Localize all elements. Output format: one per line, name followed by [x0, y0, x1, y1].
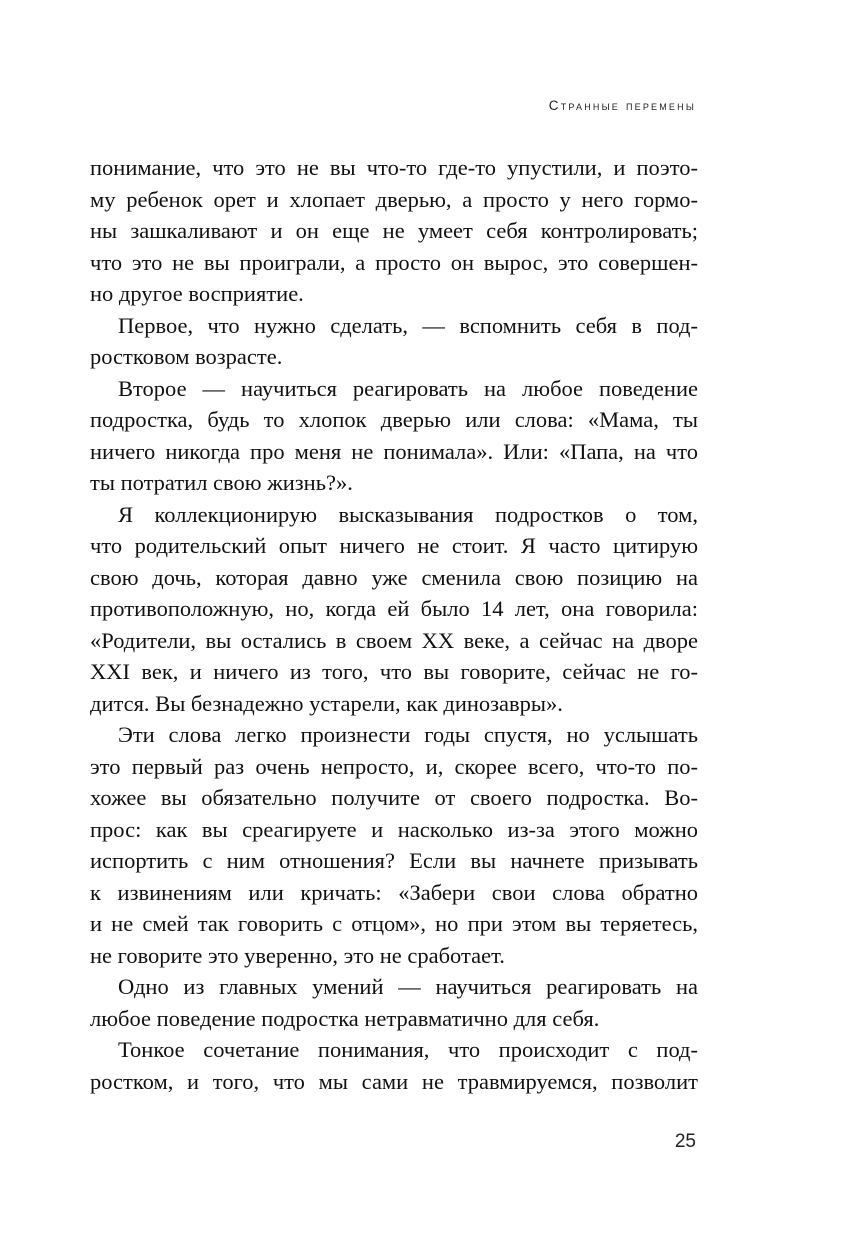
running-header [549, 98, 696, 113]
text-line: Первое, что нужно сделать, — вспомнить себя в под- [118, 312, 698, 338]
text-line: Одно из главных умений — научиться реагировать на [118, 974, 698, 999]
text-line: что родительский опыт ничего не стоит. Я часто цитирую [90, 533, 698, 558]
text-line: Тонкое сочетание понимания, что происходит с под- [118, 1037, 698, 1062]
text-line: противоположную, но, когда ей было 14 лет, она говорила: [90, 596, 698, 621]
text-line: хожее вы обязательно получите от своего подростка. Во- [90, 785, 698, 810]
text-line: любое поведение подростка нетравматично для себя. [90, 1005, 600, 1031]
text-line: свою дочь, которая давно уже сменила свою позицию на [90, 564, 698, 590]
text-line: ростком, и того, что мы сами не травмируемся, позволит [90, 1068, 698, 1094]
body-text [90, 152, 698, 1097]
text-line: прос: как вы среагируете и насколько из-за этого можно [90, 816, 698, 842]
text-line: ростковом возрасте. [90, 344, 283, 369]
text-line: ны зашкаливают и он еще не умеет себя контролировать; [90, 218, 698, 243]
page-number: 25 [674, 1131, 696, 1152]
text-line: подростка, будь то хлопок дверью или слова: «Мама, ты [90, 407, 698, 432]
text-line: Второе — научиться реагировать на любое поведение [118, 375, 698, 401]
text-line: испортить с ним отношения? Если вы начнете призывать [90, 848, 698, 873]
text-line: к извинениям или кричать: «Забери свои слова обратно [90, 879, 698, 905]
text-line: и не смей так говорить с отцом», но при этом вы теряетесь, [90, 911, 698, 936]
text-line: му ребенок орет и хлопает дверью, а просто у него гормо- [90, 186, 698, 212]
text-line: но другое восприятие. [90, 281, 304, 306]
text-line: понимание, что это не вы что-то где-то упустили, и поэто- [90, 155, 698, 180]
text-line: ты потратил свою жизнь?». [90, 470, 353, 495]
text-line: XXI век, и ничего из того, что вы говорите, сейчас не го- [90, 659, 698, 684]
text-line: Эти слова легко произнести годы спустя, но услышать [118, 722, 698, 747]
text-line: «Родители, вы остались в своем XX веке, а сейчас на дворе [90, 627, 698, 653]
text-line: что это не вы проиграли, а просто он вырос, это совершен- [90, 249, 698, 275]
running-header-title: Странные перемены [548, 98, 696, 113]
text-line: Я коллекционирую высказывания подростков о том, [118, 501, 698, 527]
text-line: не говорите это уверенно, это не сработает. [90, 942, 505, 968]
text-line: это первый раз очень непросто, и, скорее всего, что-то по- [90, 753, 698, 779]
text-line: ничего никогда про меня не понимала». Или: «Папа, на что [90, 438, 698, 464]
text-line: дится. Вы безнадежно устарели, как динозавры». [90, 690, 563, 716]
